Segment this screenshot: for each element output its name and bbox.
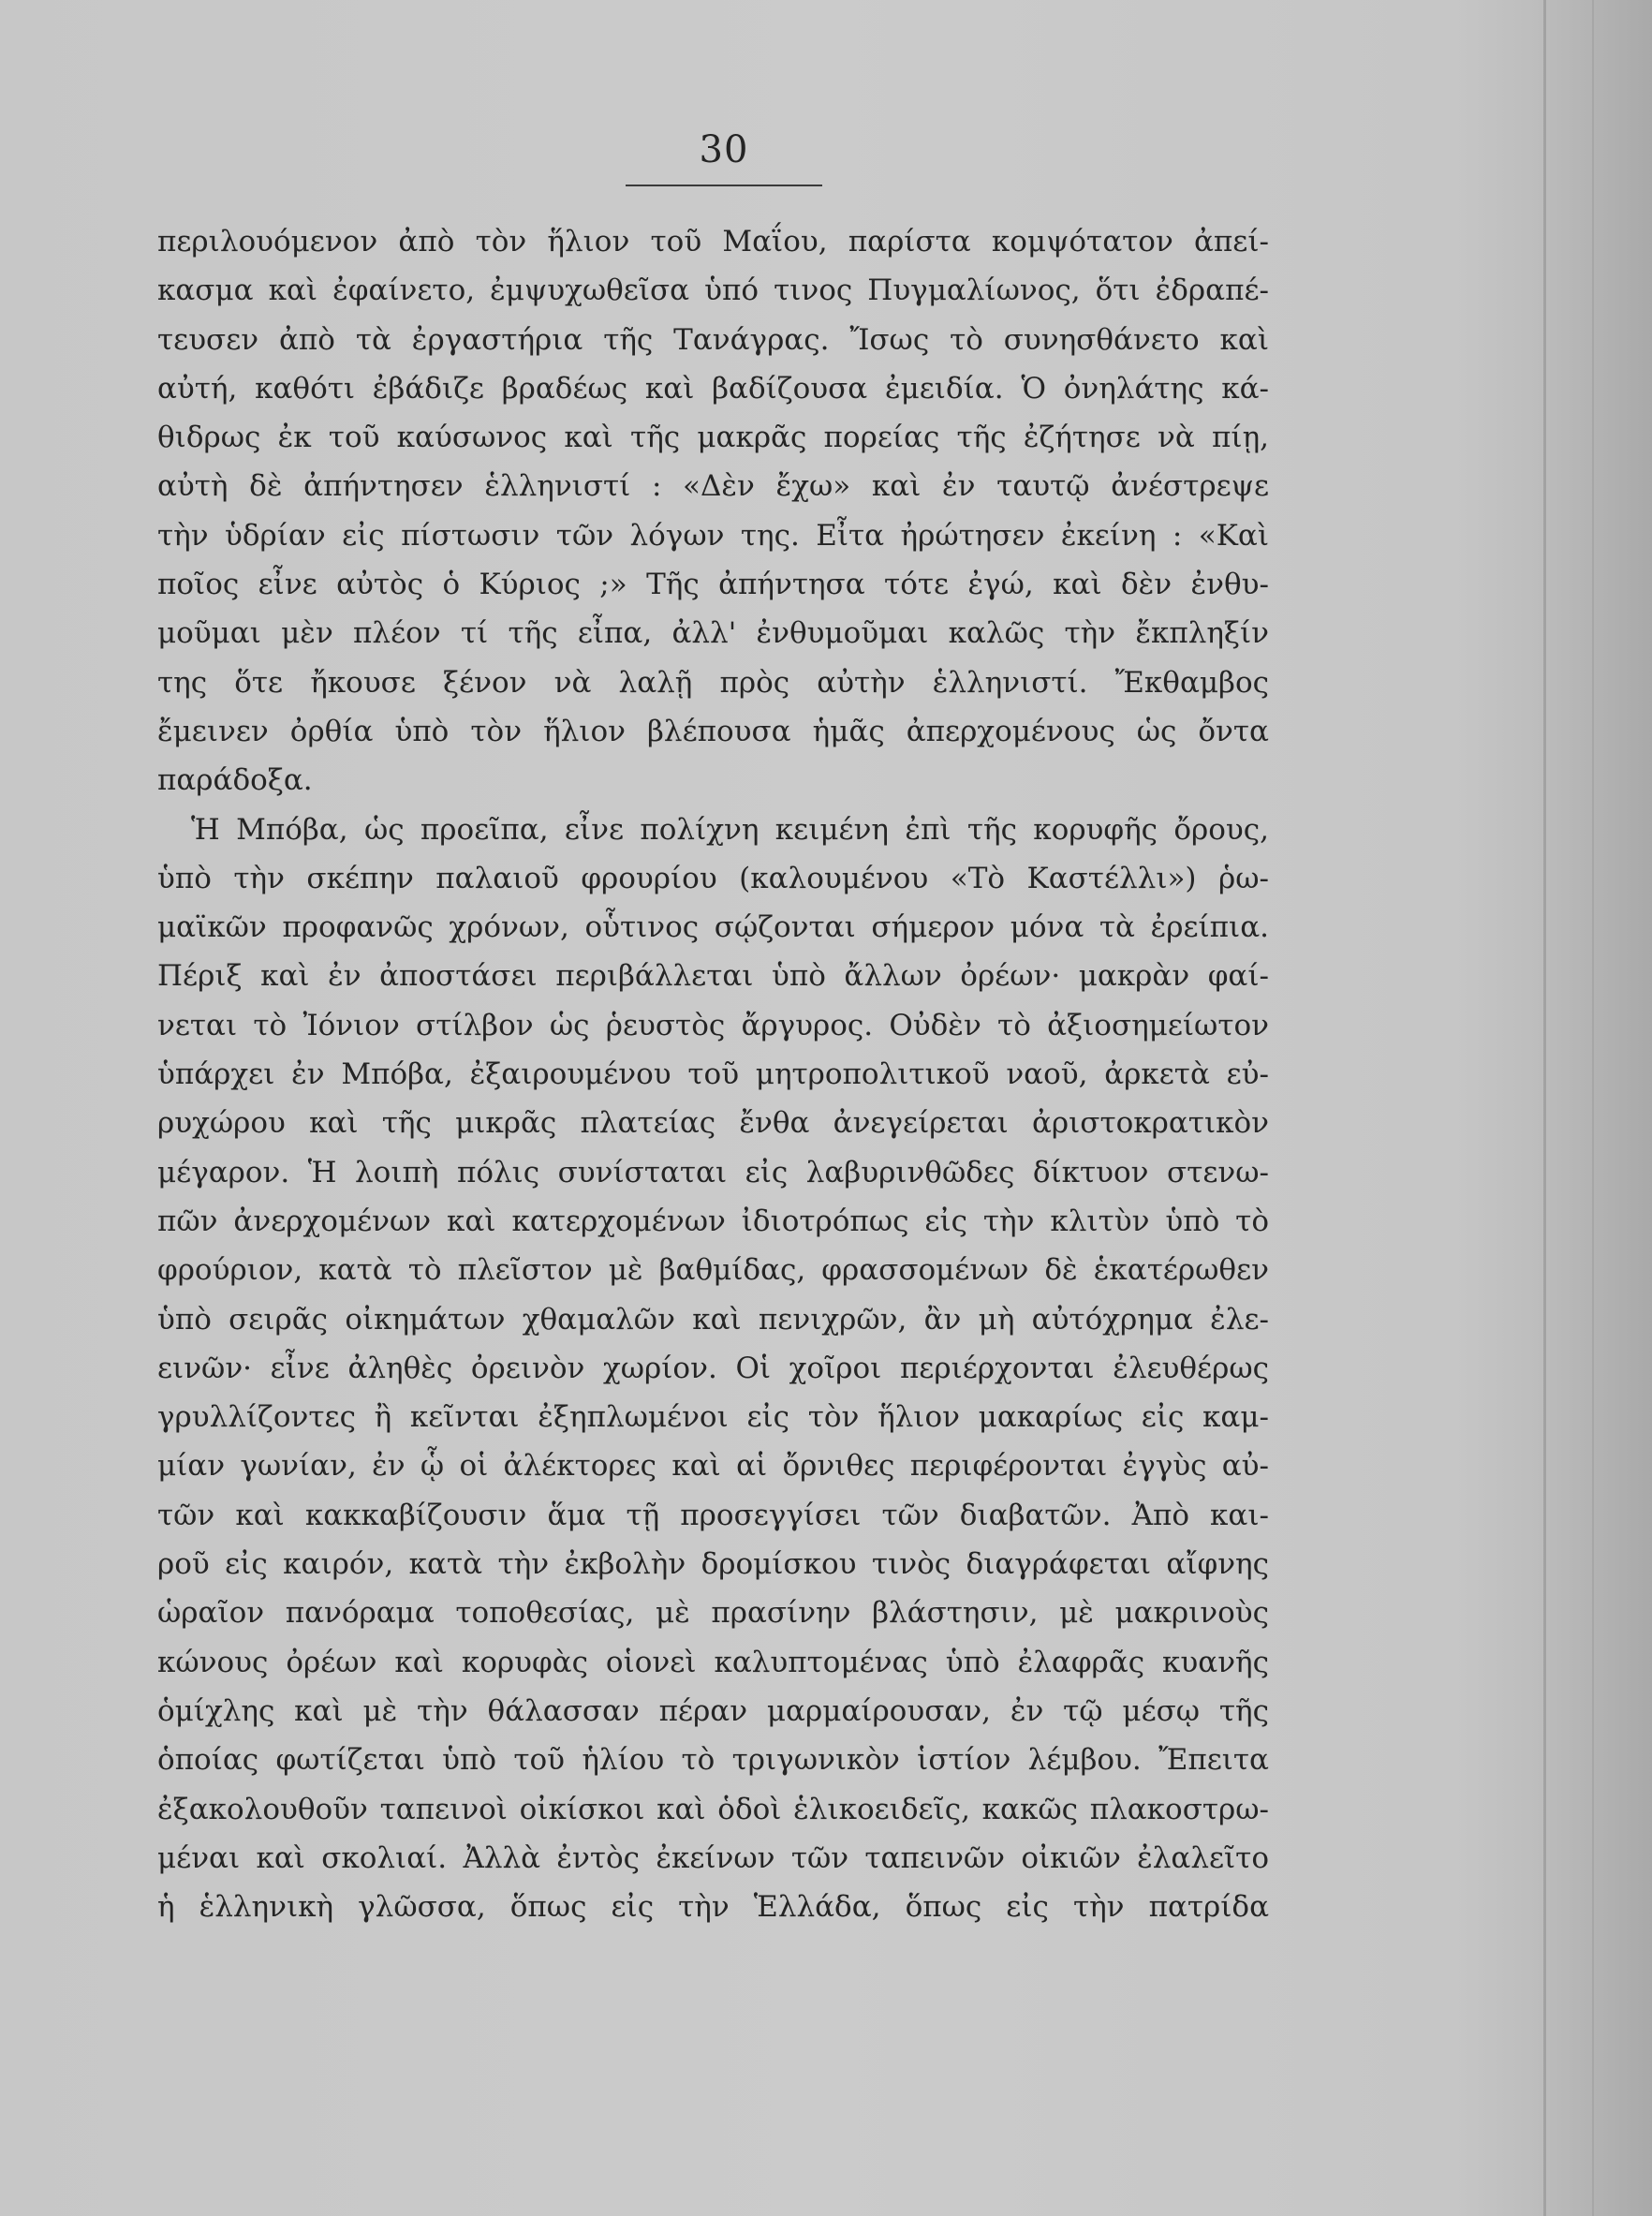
text-line: αὐτὴ δὲ ἀπήντησεν ἑλληνιστί : «Δὲν ἔχω» καὶ ἐν ταυτῷ ἀνέστρεψε bbox=[157, 469, 1269, 504]
text-line: τῶν καὶ κακκαβίζουσιν ἅμα τῇ προσεγγίσει τῶν διαβατῶν. Ἀπὸ και- bbox=[157, 1498, 1269, 1532]
text-line: ὑπὸ σειρᾶς οἰκημάτων χθαμαλῶν καὶ πενιχρῶν, ἂν μὴ αὐτόχρημα ἐλε- bbox=[157, 1302, 1269, 1337]
text-line: της ὅτε ἤκουσε ξένον νὰ λαλῇ πρὸς αὐτὴν ἑλληνιστί. Ἔκθαμβος bbox=[157, 665, 1269, 700]
text-line: κώνους ὀρέων καὶ κορυφὰς οἱονεὶ καλυπτομένας ὑπὸ ἐλαφρᾶς κυανῆς bbox=[157, 1645, 1269, 1679]
text-line: θιδρως ἐκ τοῦ καύσωνος καὶ τῆς μακρᾶς πορείας τῆς ἐζήτησε νὰ πίῃ, bbox=[157, 421, 1269, 455]
text-line: Πέριξ καὶ ἐν ἀποστάσει περιβάλλεται ὑπὸ ἄλλων ὀρέων· μακρὰν φαί- bbox=[157, 959, 1269, 994]
text-line: παράδοξα. bbox=[157, 763, 313, 798]
text-line: ὁμίχλης καὶ μὲ τὴν θάλασσαν πέραν μαρμαίρουσαν, ἐν τῷ μέσῳ τῆς bbox=[157, 1693, 1269, 1728]
text-line: αὐτή, καθότι ἐβάδιζε βραδέως καὶ βαδίζουσα ἐμειδία. Ὁ ὀνηλάτης κά- bbox=[157, 371, 1269, 406]
text-line: μαϊκῶν προφανῶς χρόνων, οὗτινος σῴζονται σήμερον μόνα τὰ ἐρείπια. bbox=[157, 910, 1269, 945]
text-line: φρούριον, κατὰ τὸ πλεῖστον μὲ βαθμίδας, φρασσομένων δὲ ἑκατέρωθεν bbox=[157, 1253, 1269, 1288]
text-line: ὁποίας φωτίζεται ὑπὸ τοῦ ἡλίου τὸ τριγωνικὸν ἱστίον λέμβου. Ἔπειτα bbox=[157, 1743, 1269, 1778]
text-line: κασμα καὶ ἐφαίνετο, ἐμψυχωθεῖσα ὑπό τινος Πυγμαλίωνος, ὅτι ἐδραπέ- bbox=[157, 273, 1269, 308]
text-line: πῶν ἀνερχομένων καὶ κατερχομένων ἰδιοτρόπως εἰς τὴν κλιτὺν ὑπὸ τὸ bbox=[157, 1204, 1269, 1238]
text-line: Ἡ Μπόβα, ὡς προεῖπα, εἶνε πολίχνη κειμένη ἐπὶ τῆς κορυφῆς ὄρους, bbox=[191, 812, 1269, 847]
text-line: ἔμεινεν ὀρθία ὑπὸ τὸν ἥλιον βλέπουσα ἡμᾶς ἀπερχομένους ὡς ὄντα bbox=[157, 714, 1269, 748]
text-line: ἐξακολουθοῦν ταπεινοὶ οἰκίσκοι καὶ ὁδοὶ ἑλικοειδεῖς, κακῶς πλακοστρω- bbox=[157, 1792, 1269, 1826]
page-edge-shadow bbox=[1543, 0, 1546, 2216]
text-line: μέναι καὶ σκολιαί. Ἀλλὰ ἐντὸς ἐκείνων τῶν ταπεινῶν οἰκιῶν ἐλαλεῖτο bbox=[157, 1840, 1269, 1875]
text-line: ποῖος εἶνε αὐτὸς ὁ Κύριος ;» Τῆς ἀπήντησα τότε ἐγώ, καὶ δὲν ἐνθυ- bbox=[157, 568, 1269, 602]
body-text bbox=[157, 217, 1269, 1931]
page-number-rule bbox=[626, 185, 822, 186]
text-line: τευσεν ἀπὸ τὰ ἐργαστήρια τῆς Τανάγρας. Ἴσως τὸ συνησθάνετο καὶ bbox=[157, 322, 1269, 357]
text-line: ὑπὸ τὴν σκέπην παλαιοῦ φρουρίου (καλουμένου «Τὸ Καστέλλι») ῥω- bbox=[157, 861, 1269, 895]
text-line: μοῦμαι μὲν πλέον τί τῆς εἶπα, ἀλλ' ἐνθυμοῦμαι καλῶς τὴν ἔκπληξίν bbox=[157, 616, 1269, 651]
text-line: μέγαρον. Ἡ λοιπὴ πόλις συνίσταται εἰς λαβυρινθῶδες δίκτυον στενω- bbox=[157, 1155, 1269, 1189]
text-line: ὡραῖον πανόραμα τοποθεσίας, μὲ πρασίνην βλάστησιν, μὲ μακρινοὺς bbox=[157, 1596, 1269, 1631]
text-line: ὑπάρχει ἐν Μπόβα, ἐξαιρουμένου τοῦ μητροπολιτικοῦ ναοῦ, ἀρκετὰ εὐ- bbox=[157, 1057, 1269, 1092]
text-line: περιλουόμενον ἀπὸ τὸν ἥλιον τοῦ Μαΐου, παρίστα κομψότατον ἀπεί- bbox=[157, 225, 1269, 259]
text-line: γρυλλίζοντες ἢ κεῖνται ἐξηπλωμένοι εἰς τὸν ἥλιον μακαρίως εἰς καμ- bbox=[157, 1400, 1269, 1435]
text-line: νεται τὸ Ἰόνιον στίλβον ὡς ῥευστὸς ἄργυρος. Οὐδὲν τὸ ἀξιοσημείωτον bbox=[157, 1008, 1269, 1042]
text-line: ἡ ἑλληνικὴ γλῶσσα, ὅπως εἰς τὴν Ἑλλάδα, ὅπως εἰς τὴν πατρίδα bbox=[157, 1890, 1269, 1925]
page-edge-shadow-outer bbox=[1592, 0, 1594, 2216]
text-line: τὴν ὑδρίαν εἰς πίστωσιν τῶν λόγων της. Εἶτα ἠρώτησεν ἐκείνη : «Καὶ bbox=[157, 518, 1269, 553]
text-line: μίαν γωνίαν, ἐν ᾧ οἱ ἀλέκτορες καὶ αἱ ὄρνιθες περιφέρονται ἐγγὺς αὐ- bbox=[157, 1449, 1269, 1484]
text-line: ροῦ εἰς καιρόν, κατὰ τὴν ἐκβολὴν δρομίσκου τινὸς διαγράφεται αἴφνης bbox=[157, 1547, 1269, 1582]
text-line: ρυχώρου καὶ τῆς μικρᾶς πλατείας ἔνθα ἀνεγείρεται ἀριστοκρατικὸν bbox=[157, 1106, 1269, 1141]
text-line: εινῶν· εἶνε ἀληθὲς ὀρεινὸν χωρίον. Οἱ χοῖροι περιέρχονται ἐλευθέρως bbox=[157, 1351, 1269, 1385]
page-number: 30 bbox=[699, 128, 749, 171]
